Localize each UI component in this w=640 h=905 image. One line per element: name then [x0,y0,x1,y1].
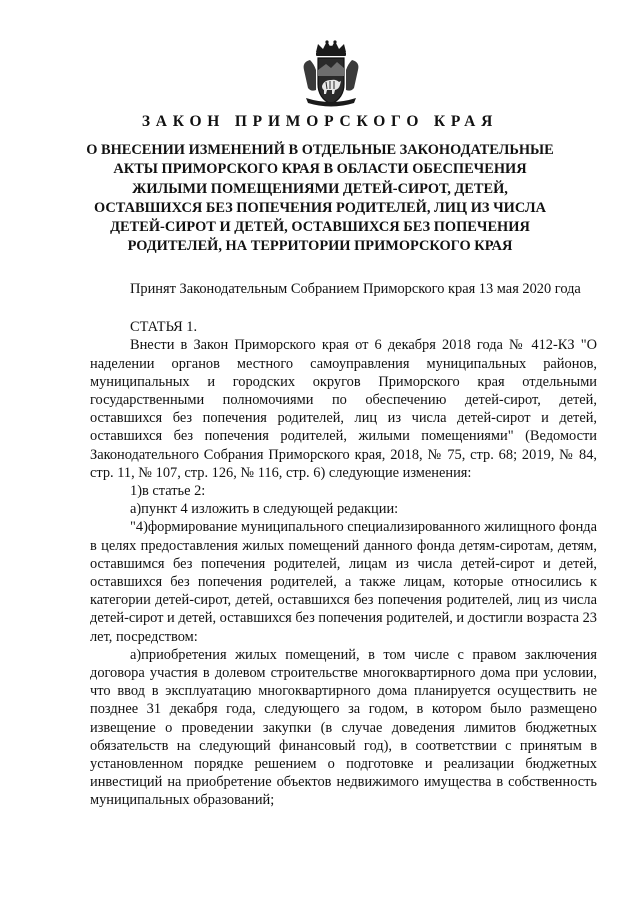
article-label: СТАТЬЯ 1. [130,319,198,336]
paragraph: "4)формирование муниципального специализированного жилищного фонда в целях предоставления жилых помещений данного фонда детям-сиротам, детям, оставшимся без попечения родителей, лицам из числа детей-сирот и детей, оставшихся без попечения родителей, а также лицам, которые относились к категории детей-сирот, детей, оставшихся без попечения родителей, лиц из числа детей-сирот и детей, оставшихся без попечения родителей, и достигли возраста 23 лет, посредством: [90,519,597,645]
paragraph: а)приобретения жилых помещений, в том числе с правом заключения договора участия в долевом строительстве многоквартирного дома при условии, что ввод в эксплуатацию многоквартирного дома планируется осуществить не позднее 31 декабря года, следующего за годом, в котором было размещено извещение о проведении закупки (в случае доведения лимитов бюджетных обязательств на следующий финансовый год), в соответствии с принятым в установленном порядке решением о подготовке и реализации бюджетных инвестиций на приобретение объектов недвижимого имущества в собственность муниципальных образований; [90,646,597,809]
paragraph: Внести в Закон Приморского края от 6 декабря 2018 года № 412-КЗ "О наделении органов местного самоуправления муниципальных районов, муниципальных и городских округов Приморского края отдельными государственными полномочиями по обеспечению детей-сирот, детей, оставшихся без попечения родителей, лиц из числа детей-сирот и детей, оставшихся без попечения родителей, жилыми помещениями" (Ведомости Законодательного Собрания Приморского края, 2018, № 75, стр. 68; 2019, № 84, стр. 11, № 107, стр. 126, № 116, стр. 6) следующие изменения: [90,337,597,481]
paragraph: а)пункт 4 изложить в следующей редакции: [130,501,399,518]
law-title: ЗАКОН ПРИМОРСКОГО КРАЯ [141,113,499,130]
primorsky-krai-coat-of-arms-icon [296,40,366,108]
law-heading: О ВНЕСЕНИИ ИЗМЕНЕНИЙ В ОТДЕЛЬНЫЕ ЗАКОНОДАТЕЛЬНЫЕ АКТЫ ПРИМОРСКОГО КРАЯ В ОБЛАСТИ ОБЕСПЕЧЕНИЯ ЖИЛЫМИ ПОМЕЩЕНИЯМИ ДЕТЕЙ-СИРОТ, ДЕТЕЙ, ОСТАВШИХСЯ БЕЗ ПОПЕЧЕНИЯ РОДИТЕЛЕЙ, ЛИЦ ИЗ ЧИСЛА ДЕТЕЙ-СИРОТ И ДЕТЕЙ, ОСТАВШИХСЯ БЕЗ ПОПЕЧЕНИЯ РОДИТЕЛЕЙ, НА ТЕРРИТОРИИ ПРИМОРСКОГО КРАЯ [86,142,554,255]
adoption-note: Принят Законодательным Собранием Приморского края 13 мая 2020 года [130,281,581,297]
paragraph: 1)в статье 2: [130,483,206,500]
law-body [90,280,597,810]
